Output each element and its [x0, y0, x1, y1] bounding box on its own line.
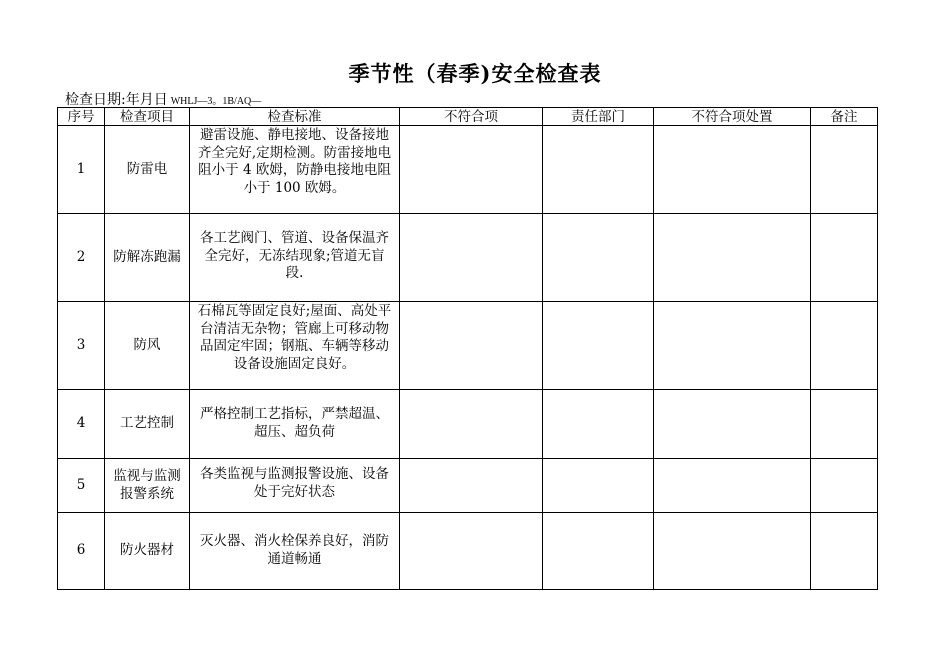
row-number: 1 — [58, 126, 105, 214]
table-header-row — [58, 108, 878, 126]
table-row — [58, 513, 878, 590]
nonconformity-cell[interactable] — [400, 214, 543, 302]
inspection-meta — [65, 89, 261, 109]
check-item: 防火器材 — [105, 513, 190, 590]
department-cell[interactable] — [543, 302, 654, 390]
department-cell[interactable] — [543, 214, 654, 302]
check-standard: 各类监视与监测报警设施、设备处于完好状态 — [190, 459, 400, 513]
department-cell[interactable] — [543, 513, 654, 590]
column-header-item: 检查项目 — [105, 108, 190, 126]
column-header-nonconformity: 不符合项 — [400, 108, 543, 126]
nonconformity-cell[interactable] — [400, 390, 543, 459]
column-header-no: 序号 — [58, 108, 105, 126]
row-number: 4 — [58, 390, 105, 459]
check-item: 防风 — [105, 302, 190, 390]
column-header-standard: 检查标准 — [190, 108, 400, 126]
department-cell[interactable] — [543, 126, 654, 214]
department-cell[interactable] — [543, 390, 654, 459]
table-row — [58, 390, 878, 459]
row-number: 2 — [58, 214, 105, 302]
remark-cell[interactable] — [811, 126, 878, 214]
column-header-remark: 备注 — [811, 108, 878, 126]
nonconformity-cell[interactable] — [400, 459, 543, 513]
remark-cell[interactable] — [811, 459, 878, 513]
document-code: WHLJ—3。1B/AQ— — [170, 96, 262, 107]
department-cell[interactable] — [543, 459, 654, 513]
remark-cell[interactable] — [811, 214, 878, 302]
check-item: 工艺控制 — [105, 390, 190, 459]
row-number: 6 — [58, 513, 105, 590]
check-standard: 石棉瓦等固定良好;屋面、高处平台清洁无杂物；管廊上可移动物品固定牢固；钢瓶、车辆等移动设备设施固定良好。 — [190, 302, 400, 390]
check-item: 监视与监测报警系统 — [105, 459, 190, 513]
disposal-cell[interactable] — [654, 459, 811, 513]
check-standard: 严格控制工艺指标，严禁超温、超压、超负荷 — [190, 390, 400, 459]
remark-cell[interactable] — [811, 302, 878, 390]
disposal-cell[interactable] — [654, 214, 811, 302]
inspection-date-label: 检查日期:年月日 — [65, 92, 168, 108]
table-row — [58, 459, 878, 513]
disposal-cell[interactable] — [654, 126, 811, 214]
disposal-cell[interactable] — [654, 302, 811, 390]
row-number: 3 — [58, 302, 105, 390]
table-row — [58, 302, 878, 390]
check-standard: 各工艺阀门、管道、设备保温齐全完好，无冻结现象;管道无盲段. — [190, 214, 400, 302]
disposal-cell[interactable] — [654, 513, 811, 590]
check-item: 防解冻跑漏 — [105, 214, 190, 302]
document-title: 季节性（春季)安全检查表 — [348, 61, 602, 86]
column-header-disposal: 不符合项处置 — [654, 108, 811, 126]
check-standard: 避雷设施、静电接地、设备接地齐全完好,定期检测。防雷接地电阻小于 4 欧姆，防静电接地电阻小于 100 欧姆。 — [190, 126, 400, 214]
column-header-department: 责任部门 — [543, 108, 654, 126]
table-row — [58, 126, 878, 214]
row-number: 5 — [58, 459, 105, 513]
table-row — [58, 214, 878, 302]
disposal-cell[interactable] — [654, 390, 811, 459]
check-item: 防雷电 — [105, 126, 190, 214]
check-standard: 灭火器、消火栓保养良好，消防通道畅通 — [190, 513, 400, 590]
remark-cell[interactable] — [811, 513, 878, 590]
nonconformity-cell[interactable] — [400, 302, 543, 390]
safety-checklist-table — [57, 107, 878, 590]
nonconformity-cell[interactable] — [400, 513, 543, 590]
remark-cell[interactable] — [811, 390, 878, 459]
nonconformity-cell[interactable] — [400, 126, 543, 214]
